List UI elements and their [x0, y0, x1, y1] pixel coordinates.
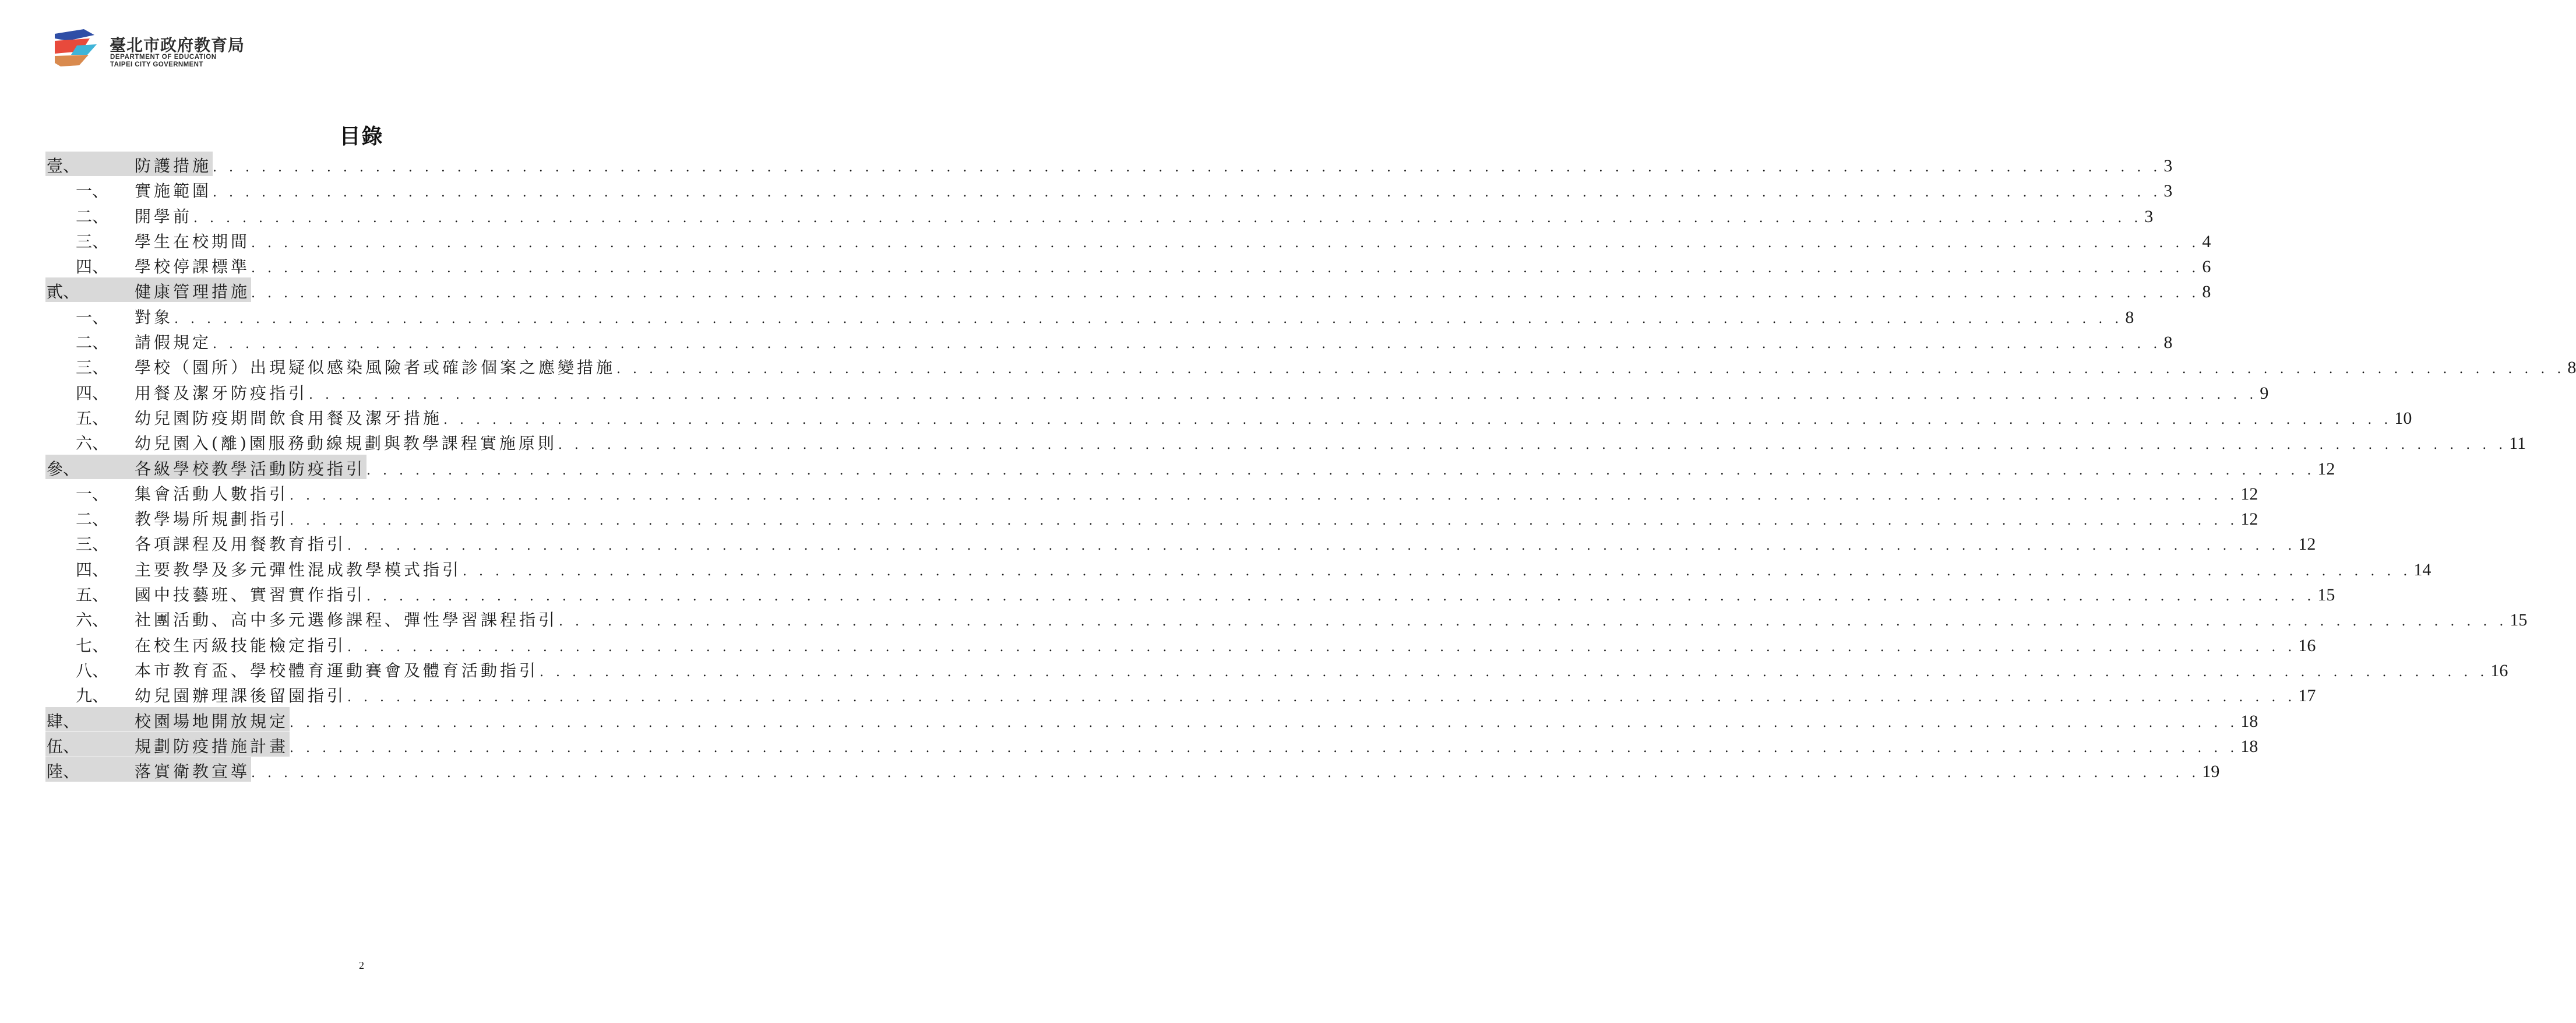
toc-entry-label: 本市教育盃、學校體育運動賽會及體育活動指引: [135, 660, 539, 680]
toc-entry-number: 五、: [76, 585, 109, 605]
toc-entry-label: 幼兒園辦理課後留園指引: [135, 686, 347, 706]
toc-subsection-entry[interactable]: [45, 631, 2316, 656]
toc-entry-label: 國中技藝班、實習實作指引: [135, 585, 366, 605]
dot-leader: . . . . . . . . . . . . . . . . . . . . . . . . . . . . . . . . . . . . . . . . . . . . . . . . . . . . . . . . . . . . . . . . . . . . . . . . . . . . . . . . . . . . . . . . . . . . . . . . . . . . . . . . . . . . . . . . . . . . . . . .: [290, 514, 2239, 529]
dot-leader: . . . . . . . . . . . . . . . . . . . . . . . . . . . . . . . . . . . . . . . . . . . . . . . . . . . . . . . . . . . . . . . . . . . . . . . . . . . . . . . . . . . . . . . . . . . . . . . . . . . . . . . . . . . . . . . . . . . . . . . .: [558, 438, 2507, 453]
toc-subsection-entry[interactable]: [45, 429, 2526, 454]
org-name-en-line1: DEPARTMENT OF EDUCATION: [110, 54, 217, 61]
toc-section-entry[interactable]: [45, 732, 2258, 757]
toc-title: 目錄: [339, 124, 384, 149]
dot-leader: . . . . . . . . . . . . . . . . . . . . . . . . . . . . . . . . . . . . . . . . . . . . . . . . . . . . . . . . . . . . . . . . . . . . . . . . . . . . . . . . . . . . . . . . . . . . . . . . . . . . . . . . . . . . . . . . . . . . . . . .: [347, 690, 2296, 705]
dot-leader: . . . . . . . . . . . . . . . . . . . . . . . . . . . . . . . . . . . . . . . . . . . . . . . . . . . . . . . . . . . . . . . . . . . . . . . . . . . . . . . . . . . . . . . . . . . . . . . . . . . . . . . . . . . . . . . . . . . . . . . .: [347, 539, 2296, 554]
toc-entry-page: 12: [2240, 509, 2258, 529]
toc-entry-label: 規劃防疫措施計畫: [135, 736, 289, 756]
toc-entry-number: 一、: [76, 307, 109, 327]
toc-entry-number: 三、: [76, 358, 109, 378]
toc-entry-number: 六、: [76, 434, 109, 454]
toc-entry-label: 防護措施: [135, 156, 212, 175]
toc-entry-page: 14: [2413, 560, 2431, 579]
toc-entry-label: 落實衛教宣導: [135, 762, 251, 782]
toc-subsection-entry[interactable]: [45, 480, 2258, 505]
toc-entry-page: 6: [2202, 257, 2211, 277]
dot-leader: . . . . . . . . . . . . . . . . . . . . . . . . . . . . . . . . . . . . . . . . . . . . . . . . . . . . . . . . . . . . . . . . . . . . . . . . . . . . . . . . . . . . . . . . . . . . . . . . . . . . . . . . . . . . . . . . . . . . . . . .: [367, 463, 2316, 478]
toc-entry-number: 三、: [76, 231, 109, 251]
toc-subsection-entry[interactable]: [45, 681, 2316, 706]
dot-leader: . . . . . . . . . . . . . . . . . . . . . . . . . . . . . . . . . . . . . . . . . . . . . . . . . . . . . . . . . . . . . . . . . . . . . . . . . . . . . . . . . . . . . . . . . . . . . . . . . . . . . . . . . . . . . . . . . . . . . . . .: [213, 185, 2162, 201]
dot-leader: . . . . . . . . . . . . . . . . . . . . . . . . . . . . . . . . . . . . . . . . . . . . . . . . . . . . . . . . . . . . . . . . . . . . . . . . . . . . . . . . . . . . . . . . . . . . . . . . . . . . . . . . . . . . . . . . . . . . . . . .: [251, 261, 2200, 276]
toc-entry-page: 3: [2163, 156, 2173, 175]
dot-leader: . . . . . . . . . . . . . . . . . . . . . . . . . . . . . . . . . . . . . . . . . . . . . . . . . . . . . . . . . . . . . . . . . . . . . . . . . . . . . . . . . . . . . . . . . . . . . . . . . . . . . . . . . . . . . . . . . . . . . . . .: [347, 639, 2296, 655]
toc-entry-label: 校園場地開放規定: [135, 711, 289, 731]
dot-leader: . . . . . . . . . . . . . . . . . . . . . . . . . . . . . . . . . . . . . . . . . . . . . . . . . . . . . . . . . . . . . . . . . . . . . . . . . . . . . . . . . . . . . . . . . . . . . . . . . . . . . . . . . . . . . . . . . . . . . . . .: [213, 337, 2162, 352]
toc-entry-label: 幼兒園防疫期間飲食用餐及潔牙措施: [135, 408, 443, 428]
toc-entry-number: 參、: [47, 459, 80, 479]
toc-entry-page: 3: [2163, 181, 2173, 201]
toc-subsection-entry[interactable]: [45, 252, 2211, 277]
toc-entry-number: 四、: [76, 383, 109, 403]
toc-entry-number: 二、: [76, 509, 109, 529]
toc-section-entry[interactable]: [45, 455, 2335, 480]
toc-subsection-entry[interactable]: [45, 656, 2508, 681]
toc-subsection-entry[interactable]: [45, 202, 2154, 227]
toc-entry-number: 一、: [76, 181, 109, 201]
toc-entry-number: 二、: [76, 206, 109, 226]
toc-entry-number: 四、: [76, 257, 109, 277]
dot-leader: . . . . . . . . . . . . . . . . . . . . . . . . . . . . . . . . . . . . . . . . . . . . . . . . . . . . . . . . . . . . . . . . . . . . . . . . . . . . . . . . . . . . . . . . . . . . . . . . . . . . . . . . . . . . . . . . . . . . . . . .: [616, 362, 2566, 377]
toc-entry-page: 18: [2240, 736, 2258, 756]
toc-entry-number: 四、: [76, 560, 109, 579]
dot-leader: . . . . . . . . . . . . . . . . . . . . . . . . . . . . . . . . . . . . . . . . . . . . . . . . . . . . . . . . . . . . . . . . . . . . . . . . . . . . . . . . . . . . . . . . . . . . . . . . . . . . . . . . . . . . . . . . . . . . . . . .: [559, 614, 2508, 630]
org-name-en-line2: TAIPEI CITY GOVERNMENT: [110, 61, 203, 68]
toc-entry-page: 12: [2240, 484, 2258, 504]
dot-leader: . . . . . . . . . . . . . . . . . . . . . . . . . . . . . . . . . . . . . . . . . . . . . . . . . . . . . . . . . . . . . . . . . . . . . . . . . . . . . . . . . . . . . . . . . . . . . . . . . . . . . . . . . . . . . . . . . . . . . . . .: [213, 160, 2162, 175]
toc-entry-label: 集會活動人數指引: [135, 484, 289, 504]
toc-subsection-entry[interactable]: [45, 556, 2431, 581]
logo-emblem-icon: [54, 28, 100, 75]
toc-entry-label: 幼兒園入(離)園服務動線規劃與教學課程實施原則: [135, 434, 557, 454]
toc-entry-page: 12: [2298, 535, 2316, 554]
dot-leader: . . . . . . . . . . . . . . . . . . . . . . . . . . . . . . . . . . . . . . . . . . . . . . . . . . . . . . . . . . . . . . . . . . . . . . . . . . . . . . . . . . . . . . . . . . . . . . . . . . . . . . . . . . . . . . . . . . . . . . . .: [290, 488, 2239, 503]
toc-subsection-entry[interactable]: [45, 505, 2258, 530]
department-logo: [54, 28, 281, 75]
dot-leader: . . . . . . . . . . . . . . . . . . . . . . . . . . . . . . . . . . . . . . . . . . . . . . . . . . . . . . . . . . . . . . . . . . . . . . . . . . . . . . . . . . . . . . . . . . . . . . . . . . . . . . . . . . . . . . . . . . . . . . . .: [309, 387, 2258, 402]
toc-entry-label: 對象: [135, 307, 174, 327]
toc-entry-label: 學生在校期間: [135, 231, 251, 251]
toc-subsection-entry[interactable]: [45, 328, 2173, 353]
toc-subsection-entry[interactable]: [45, 606, 2528, 631]
dot-leader: . . . . . . . . . . . . . . . . . . . . . . . . . . . . . . . . . . . . . . . . . . . . . . . . . . . . . . . . . . . . . . . . . . . . . . . . . . . . . . . . . . . . . . . . . . . . . . . . . . . . . . . . . . . . . . . . . . . . . . . .: [193, 210, 2142, 226]
toc-entry-number: 一、: [76, 484, 109, 504]
toc-subsection-entry[interactable]: [45, 581, 2335, 606]
toc-entry-page: 9: [2260, 383, 2269, 403]
toc-entry-number: 七、: [76, 635, 109, 655]
toc-entry-page: 12: [2317, 459, 2335, 479]
toc-subsection-entry[interactable]: [45, 227, 2211, 252]
toc-entry-page: 16: [2298, 635, 2316, 655]
dot-leader: . . . . . . . . . . . . . . . . . . . . . . . . . . . . . . . . . . . . . . . . . . . . . . . . . . . . . . . . . . . . . . . . . . . . . . . . . . . . . . . . . . . . . . . . . . . . . . . . . . . . . . . . . . . . . . . . . . . . . . . .: [290, 740, 2239, 755]
toc-entry-number: 伍、: [47, 736, 80, 756]
toc-entry-page: 17: [2298, 686, 2316, 706]
toc-entry-label: 學校停課標準: [135, 257, 251, 277]
toc-entry-page: 18: [2240, 711, 2258, 731]
dot-leader: . . . . . . . . . . . . . . . . . . . . . . . . . . . . . . . . . . . . . . . . . . . . . . . . . . . . . . . . . . . . . . . . . . . . . . . . . . . . . . . . . . . . . . . . . . . . . . . . . . . . . . . . . . . . . . . . . . . . . . . .: [251, 235, 2200, 251]
toc-subsection-entry[interactable]: [45, 404, 2412, 429]
toc-entry-label: 學校（園所）出現疑似感染風險者或確診個案之應變措施: [135, 358, 616, 378]
toc-entry-label: 開學前: [135, 206, 193, 226]
toc-entry-label: 請假規定: [135, 333, 212, 353]
toc-section-entry[interactable]: [45, 277, 2211, 303]
toc-entry-number: 壹、: [47, 156, 80, 175]
toc-entry-number: 六、: [76, 610, 109, 630]
toc-entry-page: 15: [2317, 585, 2335, 605]
toc-entry-page: 19: [2202, 762, 2220, 782]
toc-entry-label: 主要教學及多元彈性混成教學模式指引: [135, 560, 462, 579]
dot-leader: . . . . . . . . . . . . . . . . . . . . . . . . . . . . . . . . . . . . . . . . . . . . . . . . . . . . . . . . . . . . . . . . . . . . . . . . . . . . . . . . . . . . . . . . . . . . . . . . . . . . . . . . . . . . . . . . . . . . . . . .: [290, 715, 2239, 730]
toc-entry-number: 九、: [76, 686, 109, 706]
toc-entry-number: 貳、: [47, 282, 80, 302]
toc-subsection-entry[interactable]: [45, 379, 2269, 404]
toc-entry-label: 實施範圍: [135, 181, 212, 201]
toc-section-entry[interactable]: [45, 757, 2220, 782]
toc-entry-page: 10: [2394, 408, 2412, 428]
toc-subsection-entry[interactable]: [45, 353, 2576, 378]
toc-entry-page: 8: [2567, 358, 2576, 378]
toc-entry-label: 健康管理措施: [135, 282, 251, 302]
toc-entry-number: 陸、: [47, 762, 80, 782]
dot-leader: . . . . . . . . . . . . . . . . . . . . . . . . . . . . . . . . . . . . . . . . . . . . . . . . . . . . . . . . . . . . . . . . . . . . . . . . . . . . . . . . . . . . . . . . . . . . . . . . . . . . . . . . . . . . . . . . . . . . . . . .: [174, 311, 2123, 326]
org-name-zh: 臺北市政府教育局: [110, 36, 245, 55]
toc-entry-number: 二、: [76, 333, 109, 353]
toc-entry-label: 用餐及潔牙防疫指引: [135, 383, 308, 403]
dot-leader: . . . . . . . . . . . . . . . . . . . . . . . . . . . . . . . . . . . . . . . . . . . . . . . . . . . . . . . . . . . . . . . . . . . . . . . . . . . . . . . . . . . . . . . . . . . . . . . . . . . . . . . . . . . . . . . . . . . . . . . .: [251, 766, 2200, 781]
toc-entry-label: 各級學校教學活動防疫指引: [135, 459, 366, 479]
toc-entry-page: 8: [2163, 333, 2173, 353]
toc-entry-number: 五、: [76, 408, 109, 428]
toc-entry-page: 8: [2202, 282, 2211, 302]
table-of-contents: [45, 152, 2576, 782]
toc-subsection-entry[interactable]: [45, 177, 2173, 202]
dot-leader: . . . . . . . . . . . . . . . . . . . . . . . . . . . . . . . . . . . . . . . . . . . . . . . . . . . . . . . . . . . . . . . . . . . . . . . . . . . . . . . . . . . . . . . . . . . . . . . . . . . . . . . . . . . . . . . . . . . . . . . .: [443, 412, 2392, 427]
toc-entry-page: 15: [2510, 610, 2528, 630]
dot-leader: . . . . . . . . . . . . . . . . . . . . . . . . . . . . . . . . . . . . . . . . . . . . . . . . . . . . . . . . . . . . . . . . . . . . . . . . . . . . . . . . . . . . . . . . . . . . . . . . . . . . . . . . . . . . . . . . . . . . . . . .: [463, 564, 2412, 579]
page-number: 2: [359, 959, 364, 971]
toc-entry-label: 社團活動、高中多元選修課程、彈性學習課程指引: [135, 610, 558, 630]
toc-entry-number: 八、: [76, 660, 109, 680]
dot-leader: . . . . . . . . . . . . . . . . . . . . . . . . . . . . . . . . . . . . . . . . . . . . . . . . . . . . . . . . . . . . . . . . . . . . . . . . . . . . . . . . . . . . . . . . . . . . . . . . . . . . . . . . . . . . . . . . . . . . . . . .: [367, 589, 2316, 604]
toc-entry-page: 11: [2509, 434, 2526, 454]
toc-section-entry[interactable]: [45, 152, 2173, 177]
toc-subsection-entry[interactable]: [45, 303, 2134, 328]
toc-entry-label: 各項課程及用餐教育指引: [135, 535, 347, 554]
dot-leader: . . . . . . . . . . . . . . . . . . . . . . . . . . . . . . . . . . . . . . . . . . . . . . . . . . . . . . . . . . . . . . . . . . . . . . . . . . . . . . . . . . . . . . . . . . . . . . . . . . . . . . . . . . . . . . . . . . . . . . . .: [251, 286, 2200, 301]
toc-subsection-entry[interactable]: [45, 530, 2316, 555]
toc-entry-label: 在校生丙級技能檢定指引: [135, 635, 347, 655]
toc-entry-page: 3: [2144, 206, 2154, 226]
toc-entry-page: 8: [2125, 307, 2134, 327]
toc-entry-page: 4: [2202, 231, 2211, 251]
toc-entry-number: 三、: [76, 535, 109, 554]
toc-entry-page: 16: [2490, 660, 2508, 680]
dot-leader: . . . . . . . . . . . . . . . . . . . . . . . . . . . . . . . . . . . . . . . . . . . . . . . . . . . . . . . . . . . . . . . . . . . . . . . . . . . . . . . . . . . . . . . . . . . . . . . . . . . . . . . . . . . . . . . . . . . . . . . .: [540, 665, 2489, 680]
toc-entry-label: 教學場所規劃指引: [135, 509, 289, 529]
toc-entry-number: 肆、: [47, 711, 80, 731]
toc-section-entry[interactable]: [45, 707, 2258, 732]
